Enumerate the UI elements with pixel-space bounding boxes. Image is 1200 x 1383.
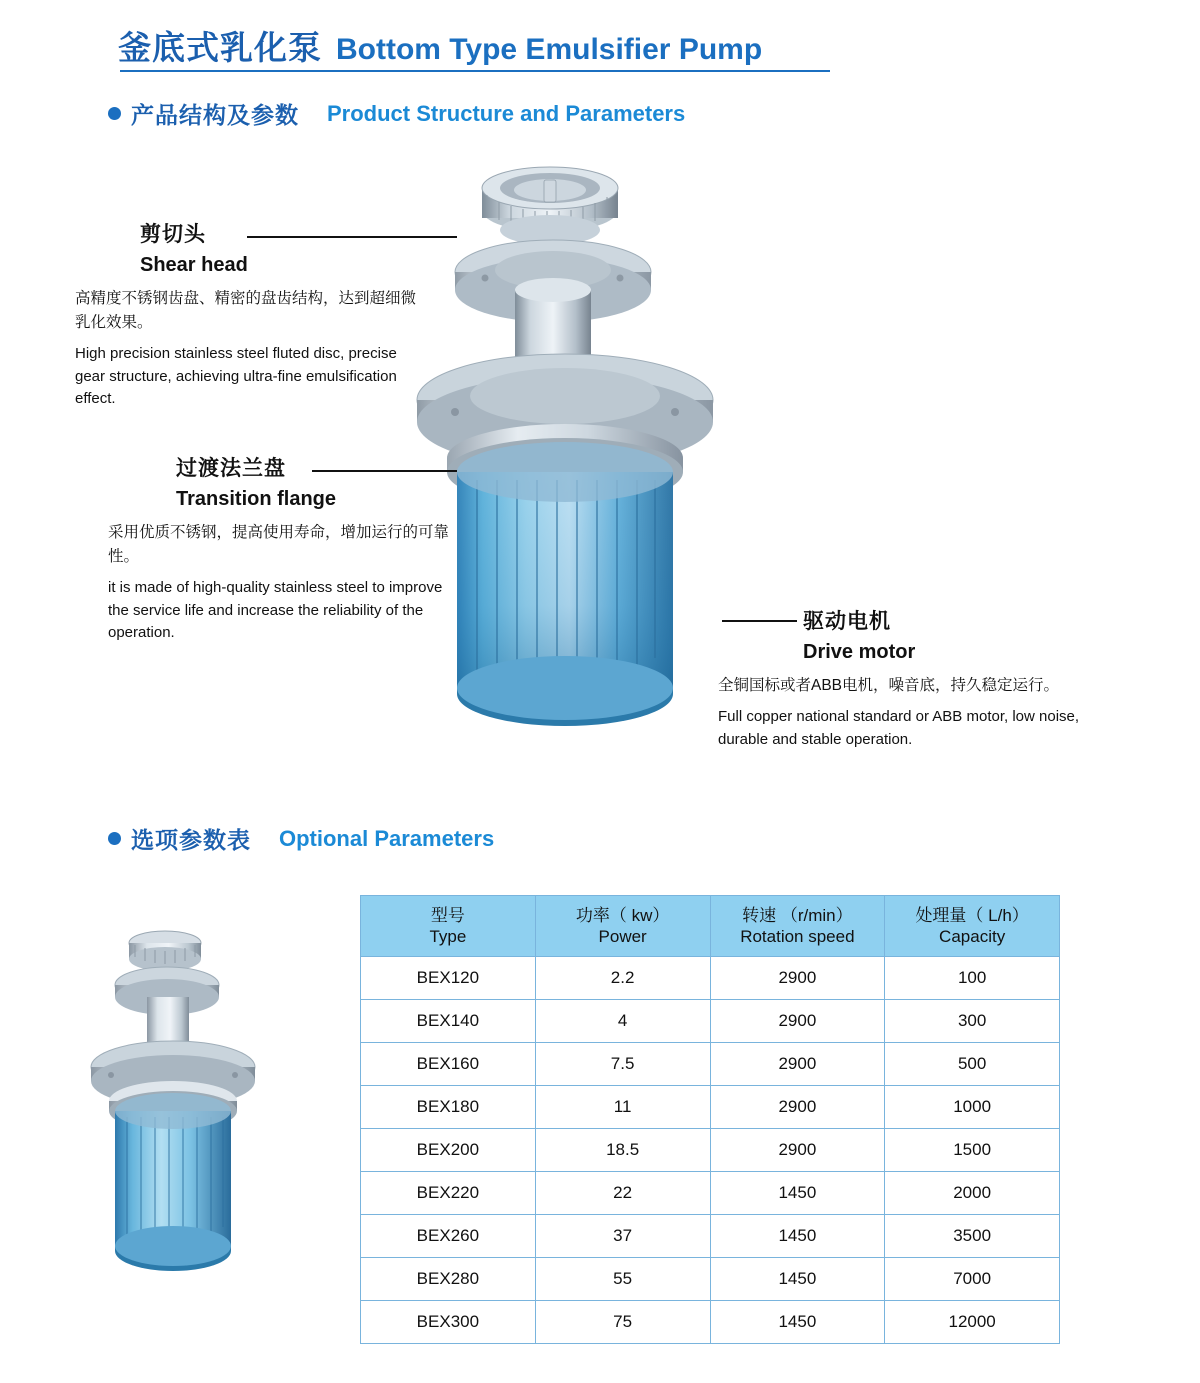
bullet-icon	[108, 832, 121, 845]
table-header-rotation-speed	[710, 896, 885, 957]
title-underline	[120, 70, 830, 72]
cell-power: 22	[535, 1172, 710, 1215]
bullet-icon	[108, 107, 121, 120]
cell-type: BEX160	[361, 1043, 536, 1086]
callout-shear-head-title-en: Shear head	[140, 254, 248, 276]
cell-rotation-speed: 1450	[710, 1258, 885, 1301]
cell-rotation-speed: 1450	[710, 1172, 885, 1215]
callout-shear-head-desc-cn: 高精度不锈钢齿盘、精密的盘齿结构，达到超细微乳化效果。	[75, 290, 417, 332]
section-heading-cn: 选项参数表	[131, 827, 251, 853]
table-header-capacity-en: Capacity	[939, 927, 1006, 946]
section-heading-cn: 产品结构及参数	[131, 102, 299, 128]
callout-transition-flange-title-cn: 过渡法兰盘	[176, 457, 286, 480]
callout-transition-flange	[108, 452, 458, 645]
page-title	[118, 22, 762, 69]
cell-rotation-speed: 2900	[710, 1000, 885, 1043]
table-row	[361, 1258, 1060, 1301]
page-title-cn: 釜底式乳化泵	[118, 29, 322, 66]
cell-type: BEX180	[361, 1086, 536, 1129]
callout-transition-flange-desc-en: it is made of high-quality stainless steel to improve the service life and increase the reliability of the operation.	[108, 579, 443, 642]
cell-power: 55	[535, 1258, 710, 1301]
section-heading-en: Optional Parameters	[279, 825, 495, 851]
section-heading-product-structure	[108, 97, 685, 130]
cell-capacity: 1000	[885, 1086, 1060, 1129]
cell-power: 11	[535, 1086, 710, 1129]
table-row	[361, 1043, 1060, 1086]
callout-shear-head	[75, 218, 425, 411]
cell-type: BEX220	[361, 1172, 536, 1215]
table-header-row	[361, 896, 1060, 957]
table-row	[361, 1172, 1060, 1215]
table-header-rotation-speed-cn: 转速 （r/min）	[742, 905, 853, 925]
cell-rotation-speed: 1450	[710, 1301, 885, 1344]
table-header-type	[361, 896, 536, 957]
cell-type: BEX200	[361, 1129, 536, 1172]
callout-transition-flange-title-en: Transition flange	[176, 488, 337, 510]
callout-shear-head-desc-en: High precision stainless steel fluted disc, precise gear structure, achieving ultra-fine emulsification effect.	[75, 345, 397, 408]
table-header-power	[535, 896, 710, 957]
cell-type: BEX140	[361, 1000, 536, 1043]
cell-power: 7.5	[535, 1043, 710, 1086]
table-body	[361, 957, 1060, 1344]
table-row	[361, 957, 1060, 1000]
cell-type: BEX260	[361, 1215, 536, 1258]
section-heading-en: Product Structure and Parameters	[327, 100, 686, 126]
cell-power: 18.5	[535, 1129, 710, 1172]
cell-capacity: 2000	[885, 1172, 1060, 1215]
cell-type: BEX120	[361, 957, 536, 1000]
cell-capacity: 500	[885, 1043, 1060, 1086]
table-row	[361, 1129, 1060, 1172]
cell-capacity: 1500	[885, 1129, 1060, 1172]
table-row	[361, 1215, 1060, 1258]
cell-capacity: 3500	[885, 1215, 1060, 1258]
cell-rotation-speed: 1450	[710, 1215, 885, 1258]
cell-power: 75	[535, 1301, 710, 1344]
cell-power: 37	[535, 1215, 710, 1258]
table-row	[361, 1086, 1060, 1129]
callout-drive-motor-desc-cn: 全铜国标或者ABB电机，噪音底，持久稳定运行。	[718, 677, 1060, 694]
callout-drive-motor-title-cn: 驱动电机	[803, 610, 891, 633]
callout-drive-motor-title-en: Drive motor	[803, 641, 916, 663]
cell-capacity: 100	[885, 957, 1060, 1000]
cell-rotation-speed: 2900	[710, 1043, 885, 1086]
callout-drive-motor	[718, 605, 1088, 751]
cell-type: BEX300	[361, 1301, 536, 1344]
callout-drive-motor-desc-en: Full copper national standard or ABB motor, low noise, durable and stable operation.	[718, 708, 1080, 748]
cell-rotation-speed: 2900	[710, 1086, 885, 1129]
cell-rotation-speed: 2900	[710, 957, 885, 1000]
section-heading-optional-parameters	[108, 822, 494, 855]
table-header-power-cn: 功率（ kw）	[575, 905, 670, 925]
cell-power: 4	[535, 1000, 710, 1043]
callout-transition-flange-desc-cn: 采用优质不锈钢，提高使用寿命，增加运行的可靠性。	[108, 524, 450, 566]
cell-rotation-speed: 2900	[710, 1129, 885, 1172]
cell-capacity: 12000	[885, 1301, 1060, 1344]
table-header-rotation-speed-en: Rotation speed	[740, 927, 855, 946]
table-header-type-en: Type	[429, 927, 467, 946]
cell-capacity: 7000	[885, 1258, 1060, 1301]
table-header-capacity-cn: 处理量（ L/h）	[915, 905, 1029, 925]
callout-shear-head-title-cn: 剪切头	[140, 223, 206, 246]
table-header-type-cn: 型号	[430, 905, 465, 925]
cell-capacity: 300	[885, 1000, 1060, 1043]
table-header-capacity	[885, 896, 1060, 957]
table-header-power-en: Power	[598, 927, 647, 946]
table-row	[361, 1301, 1060, 1344]
cell-type: BEX280	[361, 1258, 536, 1301]
product-image-main	[415, 150, 765, 750]
optional-parameters-table	[360, 895, 1060, 1344]
page-title-en: Bottom Type Emulsifier Pump	[336, 33, 763, 66]
cell-power: 2.2	[535, 957, 710, 1000]
table-row	[361, 1000, 1060, 1043]
product-image-thumbnail	[85, 915, 315, 1305]
